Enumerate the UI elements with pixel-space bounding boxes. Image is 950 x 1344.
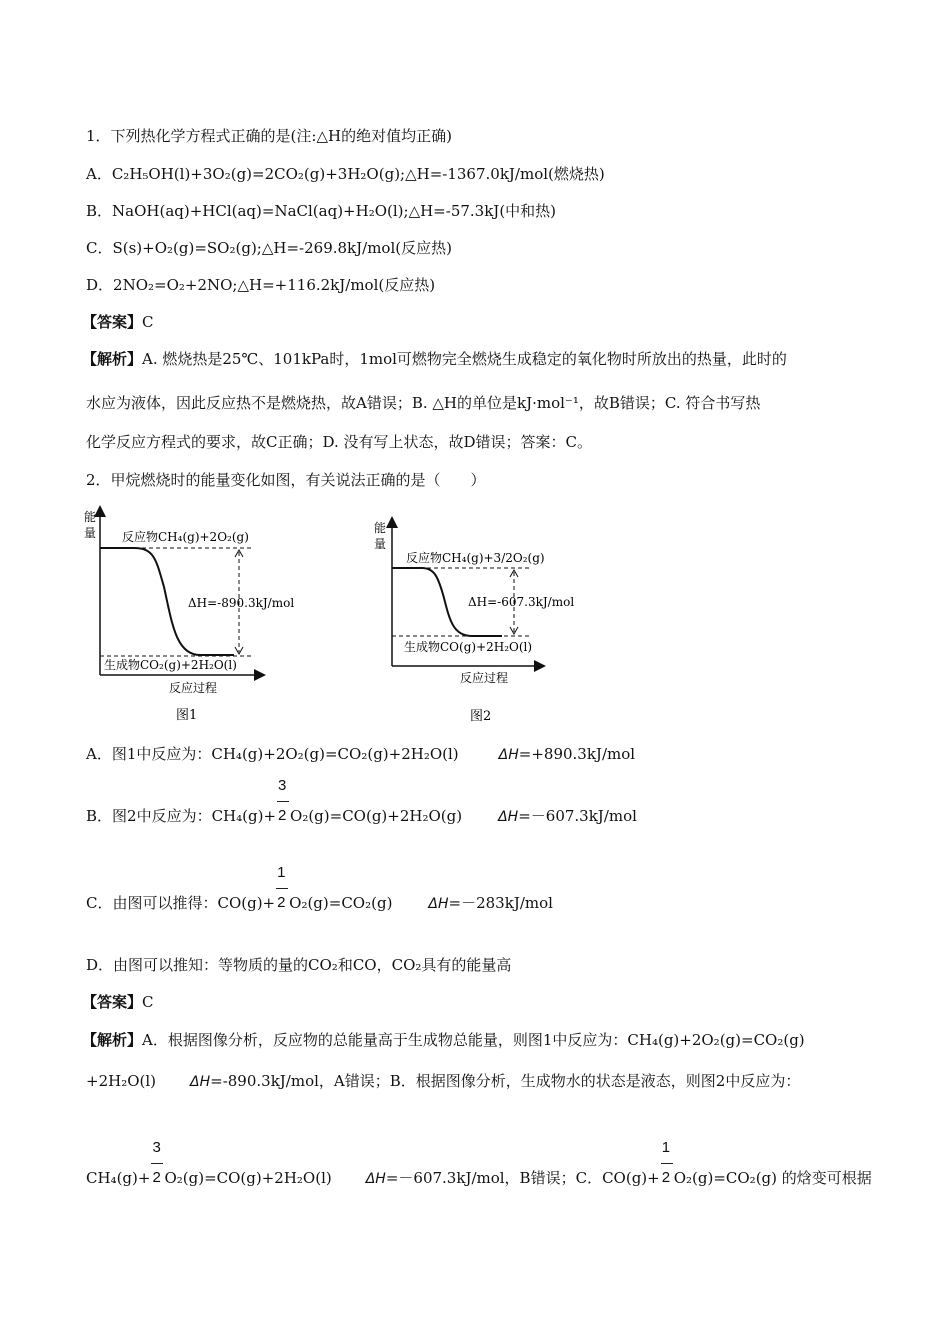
fraction-3-2: $\frac{3}{2}$ (150, 1168, 164, 1188)
answer-tag: 【答案】 (82, 313, 143, 331)
fig1-caption: 图1 (176, 708, 198, 723)
fig2-y-label-2: 量 (374, 537, 387, 551)
fig1-y-label-2: 量 (84, 526, 97, 540)
analysis-value: =－607.3kJ/mol，B错误；C．CO(g)+ (385, 1169, 660, 1187)
q2-option-c-dh: ΔH (428, 896, 449, 912)
q2-analysis-line-3 (86, 1139, 872, 1189)
fig2-reactant-label: 反应物CH₄(g)+3/2O₂(g) (406, 551, 545, 565)
q1-answer (82, 312, 154, 332)
q1-option-d: D．2NO₂=O₂+2NO;△H=+116.2kJ/mol(反应热) (86, 276, 436, 294)
figure-2 (372, 518, 575, 728)
fraction-3-2: $\frac{3}{2}$ (276, 806, 290, 826)
analysis-text: A．根据图像分析，反应物的总能量高于生成物总能量，则图1中反应为：CH₄(g)+2O₂(g)=CO₂(g) (142, 1031, 805, 1049)
q2-option-a-dh: ΔH (498, 747, 519, 763)
q2-analysis-line-2 (86, 1071, 800, 1092)
analysis-eq-end: O₂(g)=CO₂(g) 的焓变可根据 (673, 1169, 872, 1187)
q2-option-c (86, 864, 553, 914)
q2-option-a (86, 744, 635, 765)
q1-option-c: C．S(s)+O₂(g)=SO₂(g);△H=-269.8kJ/mol(反应热) (86, 239, 452, 257)
fig2-y-label-1: 能 (374, 521, 387, 535)
q2-stem: 2．甲烷燃烧时的能量变化如图，有关说法正确的是（ ） (86, 471, 486, 489)
analysis-dh: ΔH (365, 1171, 386, 1187)
q2-option-a-text: A．图1中反应为：CH₄(g)+2O₂(g)=CO₂(g)+2H₂O(l) (86, 745, 459, 763)
q2-analysis-line-1 (82, 1030, 805, 1050)
q1-analysis-line-1 (82, 349, 787, 369)
fig1-x-label: 反应过程 (169, 681, 218, 695)
fig2-x-label: 反应过程 (460, 671, 509, 685)
q2-answer (82, 992, 154, 1012)
analysis-eq-mid: O₂(g)=CO(g)+2H₂O(l) (164, 1169, 332, 1187)
analysis-dh: ΔH (190, 1074, 211, 1090)
analysis-eq: +2H₂O(l) (86, 1072, 157, 1090)
q2-option-b-value: =－607.3kJ/mol (518, 807, 637, 825)
fraction-1-2: $\frac{1}{2}$ (660, 1168, 674, 1188)
analysis-eq-start: CH₄(g)+ (86, 1169, 151, 1187)
q1-option-b: B．NaOH(aq)+HCl(aq)=NaCl(aq)+H₂O(l);△H=-57.3kJ(中和热) (86, 202, 557, 220)
fig2-product-label: 生成物CO(g)+2H₂O(l) (404, 640, 533, 654)
fig1-reactant-label: 反应物CH₄(g)+2O₂(g) (122, 530, 249, 544)
q2-option-a-value: =+890.3kJ/mol (518, 745, 636, 763)
q2-option-b (86, 777, 637, 827)
q2-option-c-text: C．由图可以推得：CO(g)+ (86, 894, 276, 912)
answer-value: C (142, 313, 154, 331)
analysis-text: =-890.3kJ/mol，A错误；B．根据图像分析，生成物水的状态是液态，则图2中反应为： (210, 1072, 801, 1090)
q2-option-c-value: =－283kJ/mol (448, 894, 553, 912)
q2-option-c-eq: O₂(g)=CO₂(g) (289, 894, 393, 912)
fig2-dh-label: ΔH=-607.3kJ/mol (468, 595, 575, 609)
analysis-tag: 【解析】 (82, 350, 143, 368)
q1-stem: 1．下列热化学方程式正确的是(注:△H的绝对值均正确) (86, 127, 452, 145)
q2-option-d: D．由图可以推知：等物质的量的CO₂和CO，CO₂具有的能量高 (86, 956, 512, 974)
q1-option-a: A．C₂H₅OH(l)+3O₂(g)=2CO₂(g)+3H₂O(g);△H=-1367.0kJ/mol(燃烧热) (86, 165, 605, 183)
fig1-y-label-1: 能 (84, 510, 97, 524)
fig2-caption: 图2 (470, 709, 492, 724)
fraction-1-2: $\frac{1}{2}$ (275, 893, 289, 913)
q2-option-b-dh: ΔH (498, 809, 519, 825)
q1-analysis-line-3: 化学反应方程式的要求，故C正确；D. 没有写上状态，故D错误；答案：C。 (86, 433, 593, 451)
fig1-dh-label: ΔH=-890.3kJ/mol (188, 596, 295, 610)
analysis-tag: 【解析】 (82, 1031, 143, 1049)
figure-1 (84, 507, 295, 727)
q2-option-b-eq: O₂(g)=CO(g)+2H₂O(g) (290, 807, 463, 825)
analysis-text: A. 燃烧热是25℃、101kPa时，1mol可燃物完全燃烧生成稳定的氧化物时所放出的热量，此时的 (142, 350, 787, 368)
q1-analysis-line-2: 水应为液体，因此反应热不是燃烧热，故A错误；B. △H的单位是kJ·mol⁻¹，故B错误；C. 符合书写热 (86, 394, 761, 412)
answer-value: C (142, 993, 154, 1011)
fig1-product-label: 生成物CO₂(g)+2H₂O(l) (104, 658, 237, 672)
answer-tag: 【答案】 (82, 993, 143, 1011)
q2-option-b-text: B．图2中反应为：CH₄(g)+ (86, 807, 277, 825)
